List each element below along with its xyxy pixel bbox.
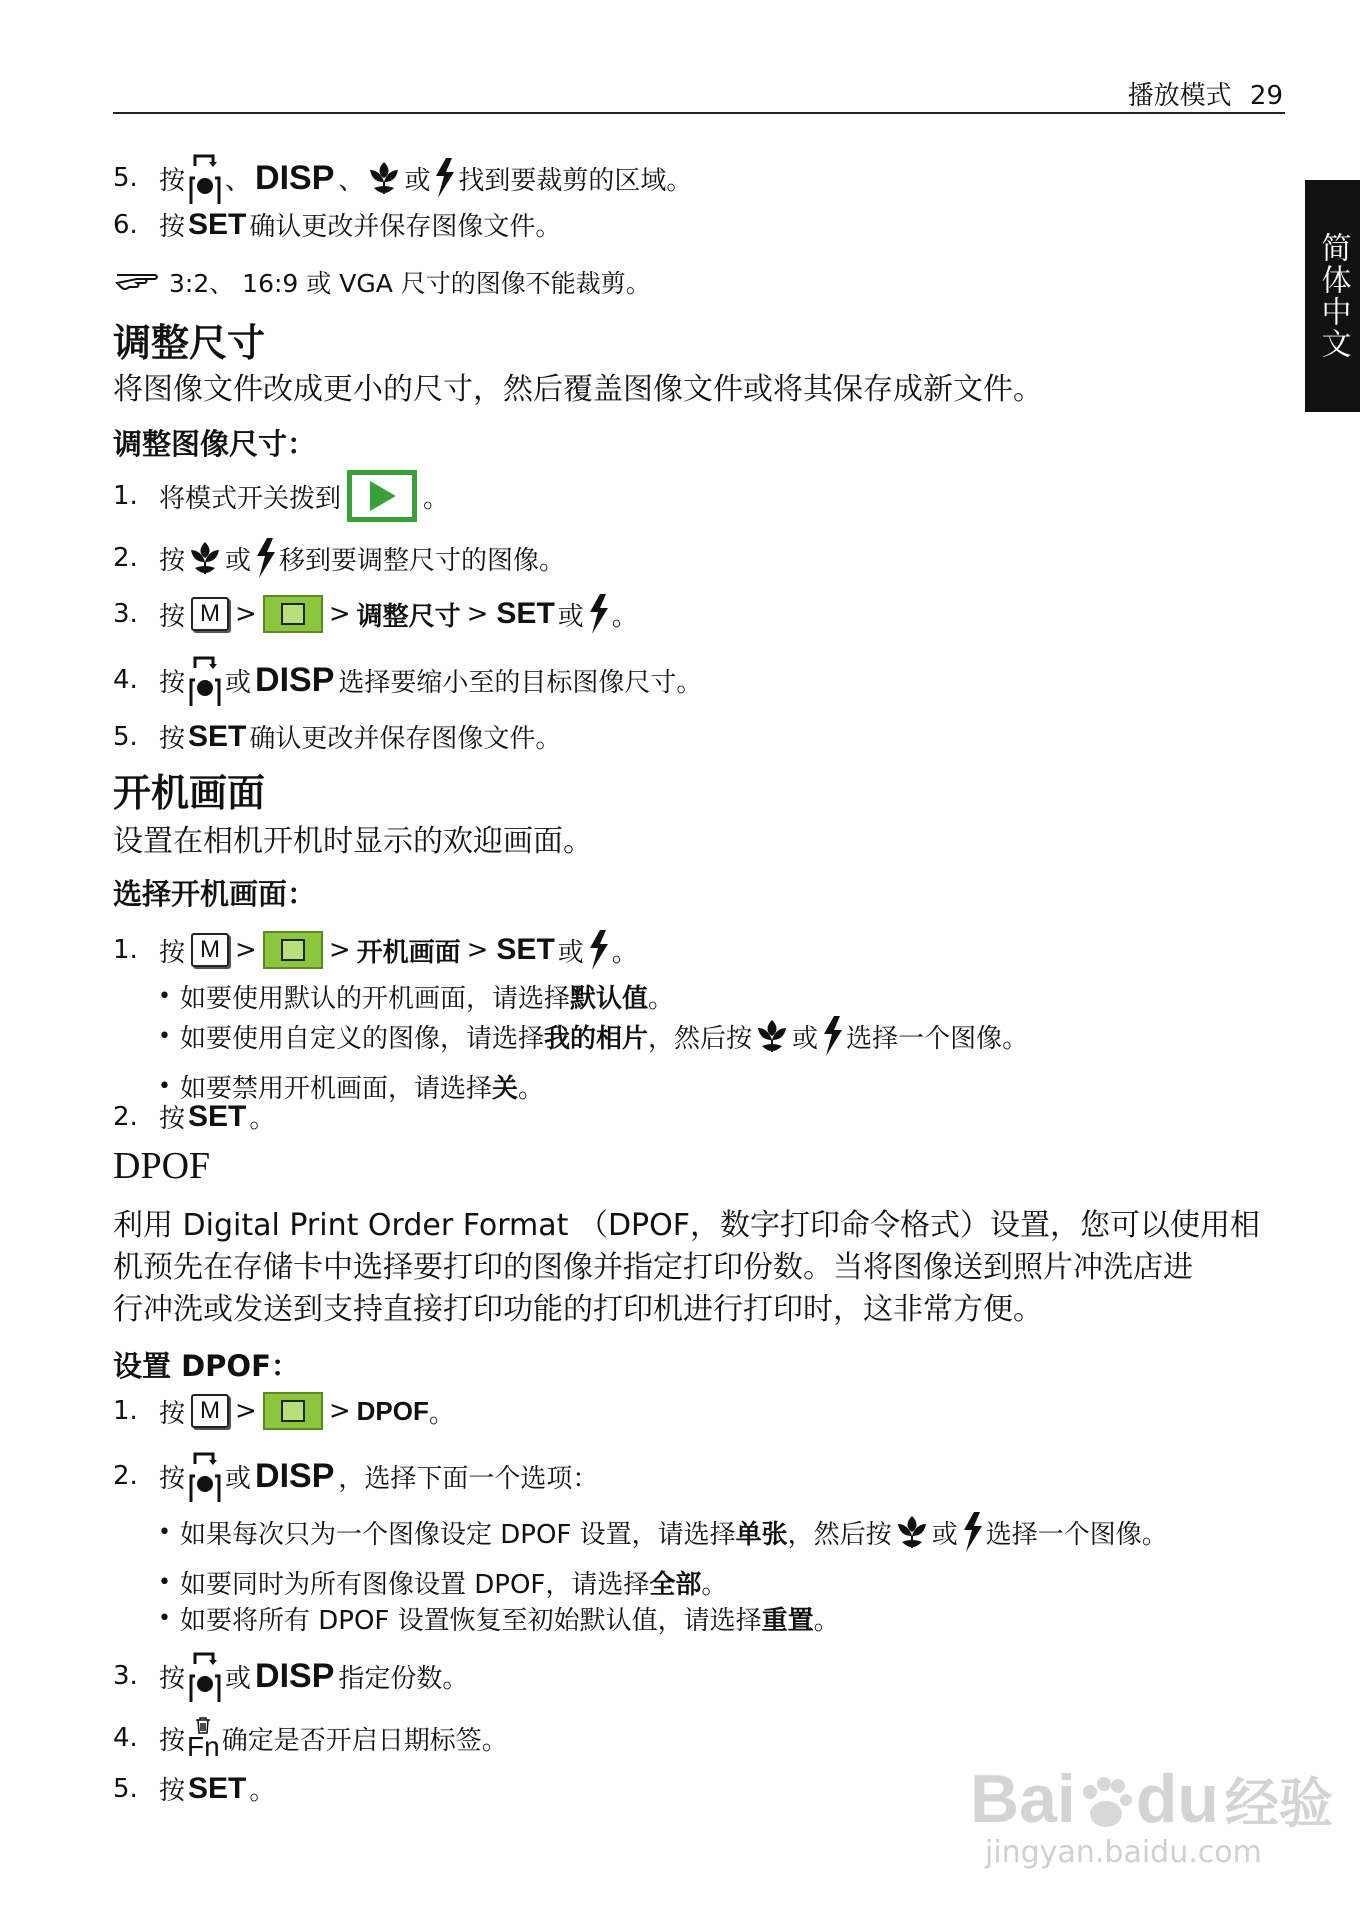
section-intro-resize: 将图像文件改成更小的尺寸，然后覆盖图像文件或将其保存成新文件。 <box>113 372 1043 407</box>
header-rule <box>113 112 1285 114</box>
page-number: 29 <box>1249 81 1283 111</box>
set-key: SET <box>188 207 247 241</box>
menu-key: M <box>191 597 229 631</box>
dpof-bullet-all: • 如要同时为所有图像设置 DPOF，请选择 全部 。 <box>158 1570 728 1600</box>
language-tab: 简体中文 <box>1305 180 1360 412</box>
macro-flower-icon <box>754 1016 790 1056</box>
startup-bullet-default: • 如要使用默认的开机画面，请选择 默认值 。 <box>158 984 675 1014</box>
rotate-person-icon <box>187 654 223 706</box>
flash-icon <box>253 538 277 578</box>
baidu-watermark: Bai du 经验 <box>970 1761 1333 1837</box>
rotate-person-icon <box>187 1450 223 1502</box>
startup-step-2: 2. 按 SET 。 <box>113 1099 276 1134</box>
note: 3:2、 16:9 或 VGA 尺寸的图像不能裁剪。 <box>113 264 651 300</box>
paw-icon <box>1076 1774 1136 1834</box>
playback-mode-icon <box>347 470 417 522</box>
subheading-dpof: 设置 DPOF： <box>113 1349 300 1383</box>
resize-step-3: 3. 按 M > > 调整尺寸 > SET 或 。 <box>113 594 638 634</box>
section-intro-startup: 设置在相机开机时显示的欢迎画面。 <box>113 824 593 859</box>
chapter-title: 播放模式 <box>1127 81 1232 111</box>
section-title-startup: 开机画面 <box>113 771 266 815</box>
bullet-dot: • <box>158 1570 171 1595</box>
macro-flower-icon <box>187 538 223 578</box>
set-key: SET <box>188 719 247 753</box>
disp-key: DISP <box>255 1456 335 1495</box>
menu-key: M <box>191 933 229 967</box>
flash-icon <box>586 930 610 970</box>
disp-key: DISP <box>255 660 335 699</box>
dpof-intro-line-1: 利用 Digital Print Order Format （DPOF，数字打印命令格式）设置，您可以使用相 <box>113 1208 1261 1243</box>
playback-menu-icon <box>263 595 323 633</box>
bullet-dot: • <box>158 1074 171 1099</box>
menu-key: M <box>191 1394 229 1428</box>
dpof-intro-line-3: 行冲洗或发送到支持直接打印功能的打印机进行打印时，这非常方便。 <box>113 1292 1043 1327</box>
section-title-resize: 调整尺寸 <box>113 321 266 365</box>
subheading-startup: 选择开机画面： <box>113 877 317 911</box>
bullet-dot: • <box>158 984 171 1009</box>
bullet-dot: • <box>158 1519 171 1545</box>
dpof-bullet-single: • 如果每次只为一个图像设定 DPOF 设置，请选择 单张 ，然后按 或 选择一个图像。 <box>158 1512 1168 1552</box>
section-title-dpof: DPOF <box>113 1145 211 1187</box>
disp-key: DISP <box>255 1656 335 1695</box>
disp-key: DISP <box>255 158 335 197</box>
flash-icon <box>432 158 456 198</box>
bullet-dot: • <box>158 1606 171 1631</box>
flash-icon <box>820 1016 844 1056</box>
dpof-step-5: 5. 按 SET 。 <box>113 1771 276 1806</box>
step-6-confirm: 6. 按 SET 确认更改并保存图像文件。 <box>113 207 562 242</box>
dpof-bullet-reset: • 如要将所有 DPOF 设置恢复至初始默认值，请选择 重置 。 <box>158 1606 840 1636</box>
dpof-step-3: 3. 按 或 DISP 指定份数。 <box>113 1650 468 1702</box>
set-key: SET <box>496 597 555 630</box>
dpof-step-4: 4. 按 Fn 确定是否开启日期标签。 <box>113 1716 508 1760</box>
flash-icon <box>960 1512 984 1552</box>
fn-trash-key: Fn <box>187 1716 220 1760</box>
resize-step-5: 5. 按 SET 确认更改并保存图像文件。 <box>113 719 562 754</box>
macro-flower-icon <box>894 1512 930 1552</box>
set-key: SET <box>496 933 555 966</box>
resize-step-4: 4. 按 或 DISP 选择要缩小至的目标图像尺寸。 <box>113 654 702 706</box>
resize-step-2: 2. 按 或 移到要调整尺寸的图像。 <box>113 538 565 578</box>
startup-bullet-off: • 如要禁用开机画面，请选择 关 。 <box>158 1074 545 1104</box>
flash-icon <box>586 594 610 634</box>
page-header <box>1128 75 1283 112</box>
step-5-crop: 5. 按 、 DISP 、 或 找到要裁剪的区域。 <box>113 152 692 204</box>
rotate-person-icon <box>187 152 223 204</box>
dpof-intro-line-2: 机预先在存储卡中选择要打印的图像并指定打印份数。当将图像送到照片冲洗店进 <box>113 1250 1193 1285</box>
playback-menu-icon <box>263 1392 323 1430</box>
watermark-url: jingyan.baidu.com <box>985 1835 1262 1870</box>
playback-menu-icon <box>263 931 323 969</box>
rotate-person-icon <box>187 1650 223 1702</box>
resize-step-1: 1. 将模式开关拨到 。 <box>113 470 449 522</box>
startup-step-1: 1. 按 M > > 开机画面 > SET 或 。 <box>113 930 638 970</box>
macro-flower-icon <box>366 158 402 198</box>
startup-bullet-my-photo: • 如要使用自定义的图像，请选择 我的相片 ，然后按 或 选择一个图像。 <box>158 1016 1028 1056</box>
subheading-resize: 调整图像尺寸： <box>113 427 317 461</box>
dpof-step-2: 2. 按 或 DISP ，选择下面一个选项： <box>113 1450 598 1502</box>
set-key: SET <box>188 1099 247 1133</box>
pointing-hand-icon <box>115 269 161 295</box>
bullet-dot: • <box>158 1023 171 1049</box>
set-key: SET <box>188 1771 247 1805</box>
dpof-step-1: 1. 按 M > > DPOF 。 <box>113 1392 455 1430</box>
